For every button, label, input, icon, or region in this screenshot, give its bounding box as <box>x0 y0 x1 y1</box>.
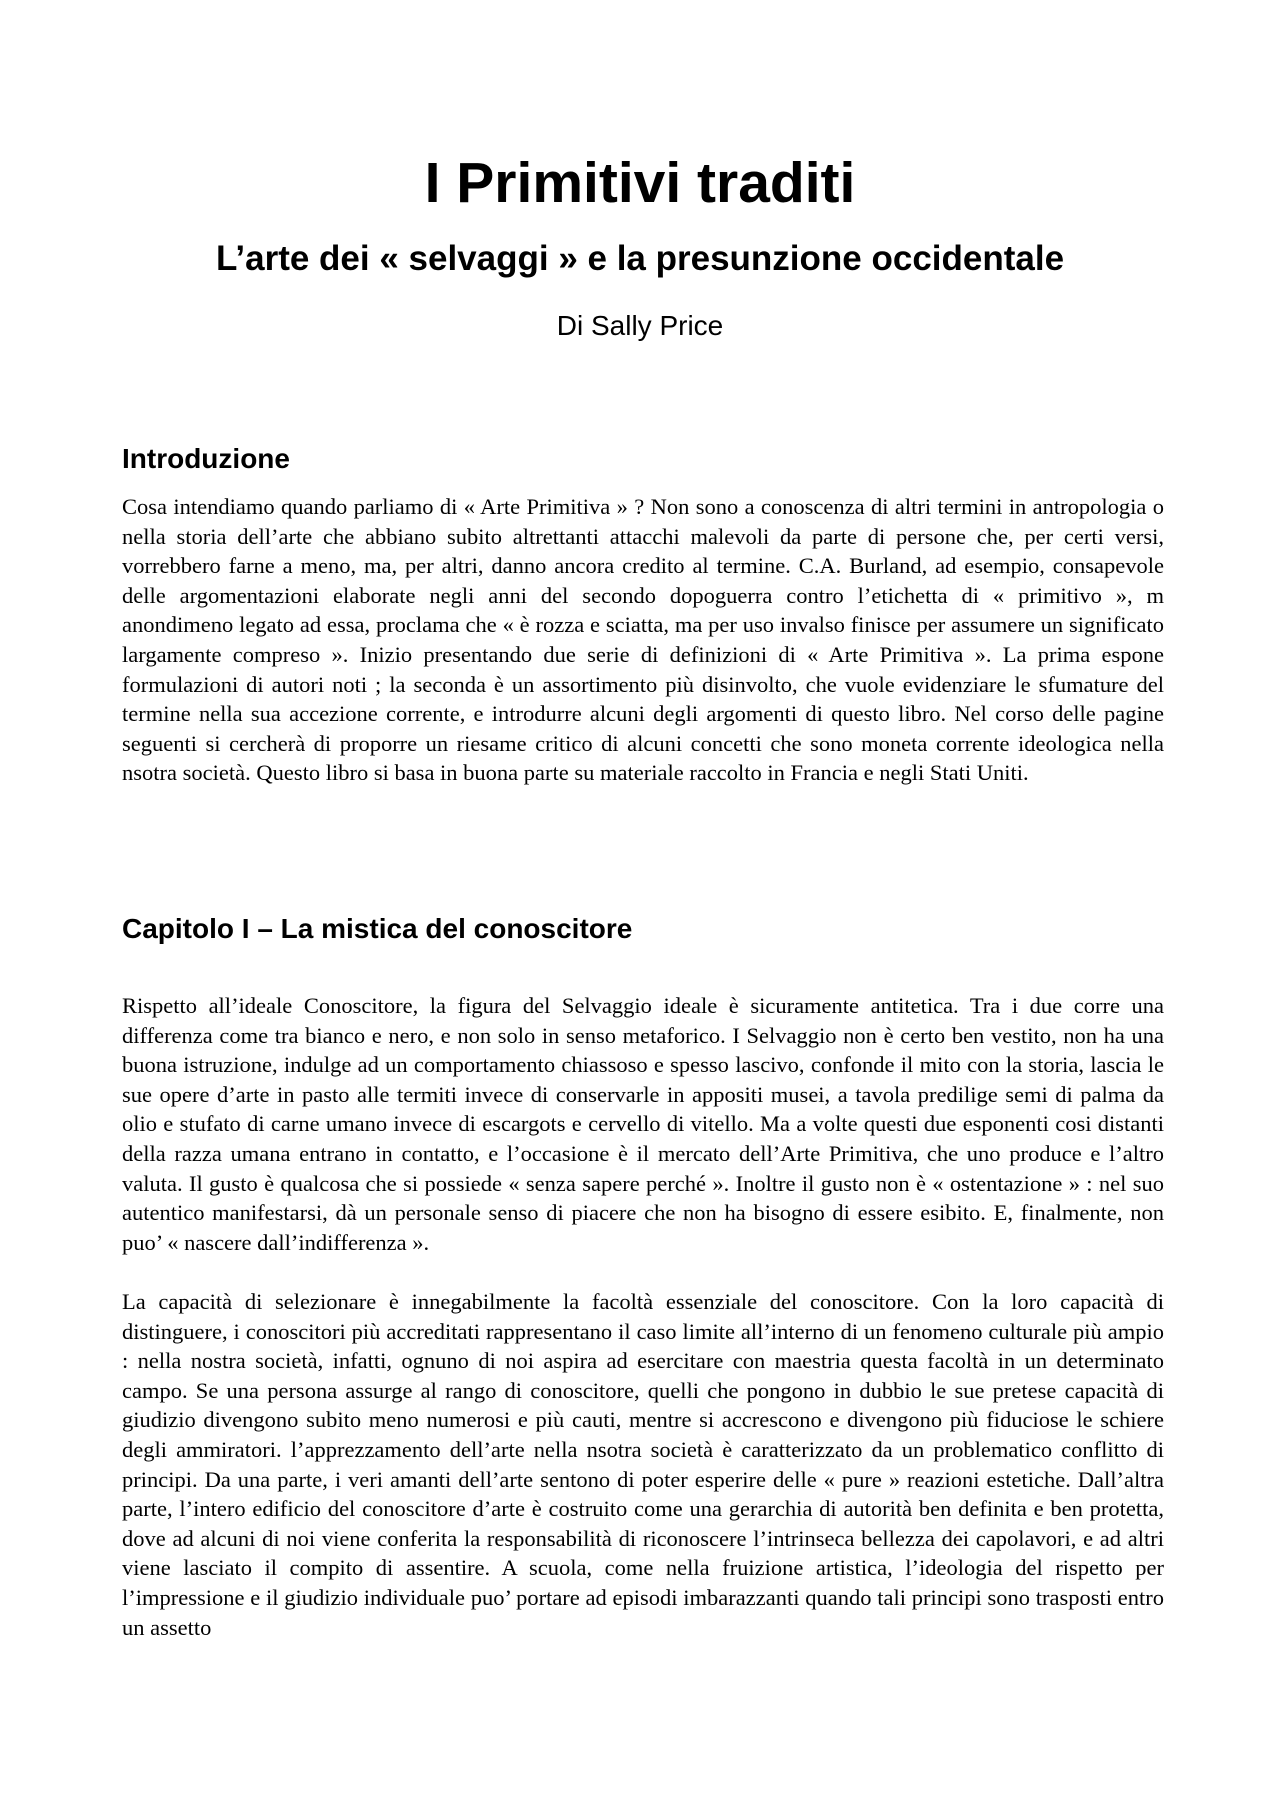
section-heading-capitolo-1: Capitolo I – La mistica del conoscitore <box>122 913 633 944</box>
document-subtitle: L’arte dei « selvaggi » e la presunzione occidentale <box>215 239 1065 278</box>
document-author: Di Sally Price <box>556 310 724 341</box>
document-title: I Primitivi traditi <box>424 151 856 215</box>
section-heading-introduzione: Introduzione <box>122 443 290 474</box>
paragraph-introduzione: Cosa intendiamo quando parliamo di « Arte Primitiva » ? Non sono a conoscenza di altri termini in antropologia o nella storia dell’arte che abbiano subito altrettanti attacchi malevoli da parte di persone che, per certi versi, vorrebbero farne a meno, ma, per altri, danno ancora credito al termine. C.A. Burland, ad esempio, consapevole delle argomentazioni elaborate negli anni del secondo dopoguerra contro l’etichetta di « primitivo », m anondimeno legato ad essa, proclama che « è rozza e sciatta, ma per uso invalso finisce per assumere un significato largamente compreso ». Inizio presentando due serie di definizioni di « Arte Primitiva ». La prima espone formulazioni di autori noti ; la seconda è un assortimento più disinvolto, che vuole evidenziare le sfumature del termine nella sua accezione corrente, e introdurre alcuni degli argomenti di questo libro. Nel corso delle pagine seguenti si cercherà di proporre un riesame critico di alcuni concetti che sono moneta corrente ideologica nella nsotra società. Questo libro si basa in buona parte su materiale raccolto in Francia e negli Stati Uniti. <box>122 494 1164 786</box>
paragraph-capitolo-1-first: Rispetto all’ideale Conoscitore, la figura del Selvaggio ideale è sicuramente antitetica. Tra i due corre una differenza come tra bianco e nero, e non solo in senso metaforico. I Selvaggio non è certo ben vestito, non ha una buona istruzione, indulge ad un comportamento chiassoso e spesso lascivo, confonde il mito con la storia, lascia le sue opere d’arte in pasto alle termiti invece di conservarle in appositi musei, a tavola predilige semi di palma da olio e stufato di carne umano invece di escargots e cervello di vitello. Ma a volte questi due esponenti cosi distanti della razza umana entrano in contatto, e l’occasione è il mercato dell’Arte Primitiva, che uno produce e l’altro valuta. Il gusto è qualcosa che si possiede « senza sapere perché ». Inoltre il gusto non è « ostentazione » : nel suo autentico manifestarsi, dà un personale senso di piacere che non ha bisogno di essere esibito. E, finalmente, non puo’ « nascere dall’indifferenza ». <box>122 993 1164 1255</box>
paragraph-capitolo-1-second: La capacità di selezionare è innegabilmente la facoltà essenziale del conoscitore. Con la loro capacità di distinguere, i conoscitori più accreditati rappresentano il caso limite all’interno di un fenomeno culturale più ampio : nella nostra società, infatti, ognuno di noi aspira ad esercitare con maestria questa facoltà in un determinato campo. Se una persona assurge al rango di conoscitore, quelli che pongono in dubbio le sue pretese capacità di giudizio divengono subito meno numerosi e più cauti, mentre si accrescono e divengono più fiduciose le schiere degli ammiratori. l’apprezzamento dell’arte nella nsotra società è caratterizzato da un problematico conflitto di principi. Da una parte, i veri amanti dell’arte sentono di poter esperire delle « pure » reazioni estetiche. Dall’altra parte, l’intero edificio del conoscitore d’arte è costruito come una gerarchia di autorità ben definita e ben protetta, dove ad alcuni di noi viene conferita la responsabilità di riconoscere l’intrinseca bellezza dei capolavori, e ad altri viene lasciato il compito di assentire. A scuola, come nella fruizione artistica, l’ideologia del rispetto per l’impressione e il giudizio individuale puo’ portare ad episodi imbarazzanti quando tali principi sono trasposti entro un assetto <box>122 1289 1164 1640</box>
